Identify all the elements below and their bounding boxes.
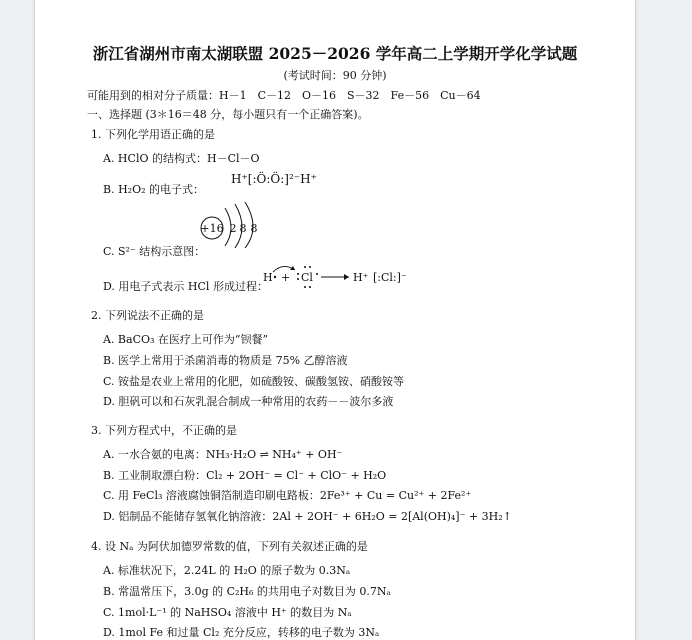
electron-dot xyxy=(304,266,306,268)
plus-sign: + xyxy=(281,271,291,284)
question-4-option-c: C. 1mol·L⁻¹ 的 NaHSO₄ 溶液中 H⁺ 的数目为 Nₐ xyxy=(103,606,352,619)
question-1-option-d: D. 用电子式表示 HCl 形成过程： xyxy=(103,280,268,293)
exam-subtitle: (考试时间：90 分钟) xyxy=(283,69,387,82)
nucleus-charge: +16 xyxy=(200,222,224,235)
electron-dot xyxy=(309,286,311,288)
hcl-formation-diagram xyxy=(261,262,411,292)
h2o2-electron-formula: H⁺[:Ö:Ö:]²⁻H⁺ xyxy=(231,172,317,186)
question-3-option-c: C. 用 FeCl₃ 溶液腐蚀铜箔制造印刷电路板：2Fe³⁺ + Cu = Cu²⁺ + 2Fe²⁺ xyxy=(103,489,472,502)
question-2-option-b: B. 医学上常用于杀菌消毒的物质是 75% 乙醇溶液 xyxy=(103,354,348,367)
question-3-option-b: B. 工业制取漂白粉：Cl₂ + 2OH⁻ = Cl⁻ + ClO⁻ + H₂O xyxy=(103,469,387,482)
document-page xyxy=(34,0,636,640)
question-2-option-c: C. 铵盐是农业上常用的化肥，如硫酸铵、碳酸氢铵、硝酸铵等 xyxy=(103,375,405,388)
electron-dot xyxy=(297,273,299,275)
shell-count-1: 2 xyxy=(229,222,237,235)
electron-dot xyxy=(297,278,299,280)
question-4-stem: 4. 设 Nₐ 为阿伏加德罗常数的值，下列有关叙述正确的是 xyxy=(91,540,368,553)
electron-dot xyxy=(309,266,311,268)
question-1-stem: 1. 下列化学用语正确的是 xyxy=(91,128,215,141)
product-hydrogen-ion: H⁺ xyxy=(353,271,369,284)
question-1-option-b: B. H₂O₂ 的电子式： xyxy=(103,183,205,196)
electron-dot xyxy=(316,273,318,275)
question-1-option-c: C. S²⁻ 结构示意图： xyxy=(103,245,206,258)
shell-count-2: 8 xyxy=(239,222,247,235)
product-chloride-ion: [:Cl:]⁻ xyxy=(373,271,407,284)
reaction-arrow-head xyxy=(344,274,349,280)
question-3-option-a: A. 一水合氨的电离：NH₃·H₂O ⇌ NH₄⁺ + OH⁻ xyxy=(103,448,343,461)
question-4-option-d: D. 1mol Fe 和过量 Cl₂ 充分反应，转移的电子数为 3Nₐ xyxy=(103,626,380,639)
sulfide-ion-structure-diagram xyxy=(197,200,267,248)
exam-title: 浙江省湖州市南太湖联盟 2025－2026 学年高二上学期开学化学试题 xyxy=(92,44,578,63)
question-3-option-d: D. 铝制品不能储存氢氧化钠溶液：2Al + 2OH⁻ + 6H₂O = 2[Al(OH)₄]⁻ + 3H₂↑ xyxy=(103,510,512,523)
question-1-option-a: A. HClO 的结构式：H－Cl－O xyxy=(103,152,260,165)
electron-dot xyxy=(274,276,276,278)
question-2-option-d: D. 胆矾可以和石灰乳混合制成一种常用的农药－－波尔多液 xyxy=(103,395,394,408)
question-4-option-b: B. 常温常压下，3.0g 的 C₂H₆ 的共用电子对数目为 0.7Nₐ xyxy=(103,585,391,598)
question-3-stem: 3. 下列方程式中，不正确的是 xyxy=(91,424,237,437)
question-4-option-a: A. 标准状况下，2.24L 的 H₂O 的原子数为 0.3Nₐ xyxy=(103,564,351,577)
section-heading: 一、选择题 (3＊16＝48 分，每小题只有一个正确答案)。 xyxy=(87,108,369,121)
chlorine-atom: Cl xyxy=(301,271,313,284)
electron-dot xyxy=(304,286,306,288)
question-2-option-a: A. BaCO₃ 在医疗上可作为“钡餐” xyxy=(103,333,269,346)
shell-count-3: 8 xyxy=(250,222,258,235)
atomic-masses: 可能用到的相对分子质量：H－1 C－12 O－16 S－32 Fe－56 Cu－64 xyxy=(87,89,481,102)
question-2-stem: 2. 下列说法不正确的是 xyxy=(91,309,204,322)
hydrogen-atom: H xyxy=(263,271,273,284)
